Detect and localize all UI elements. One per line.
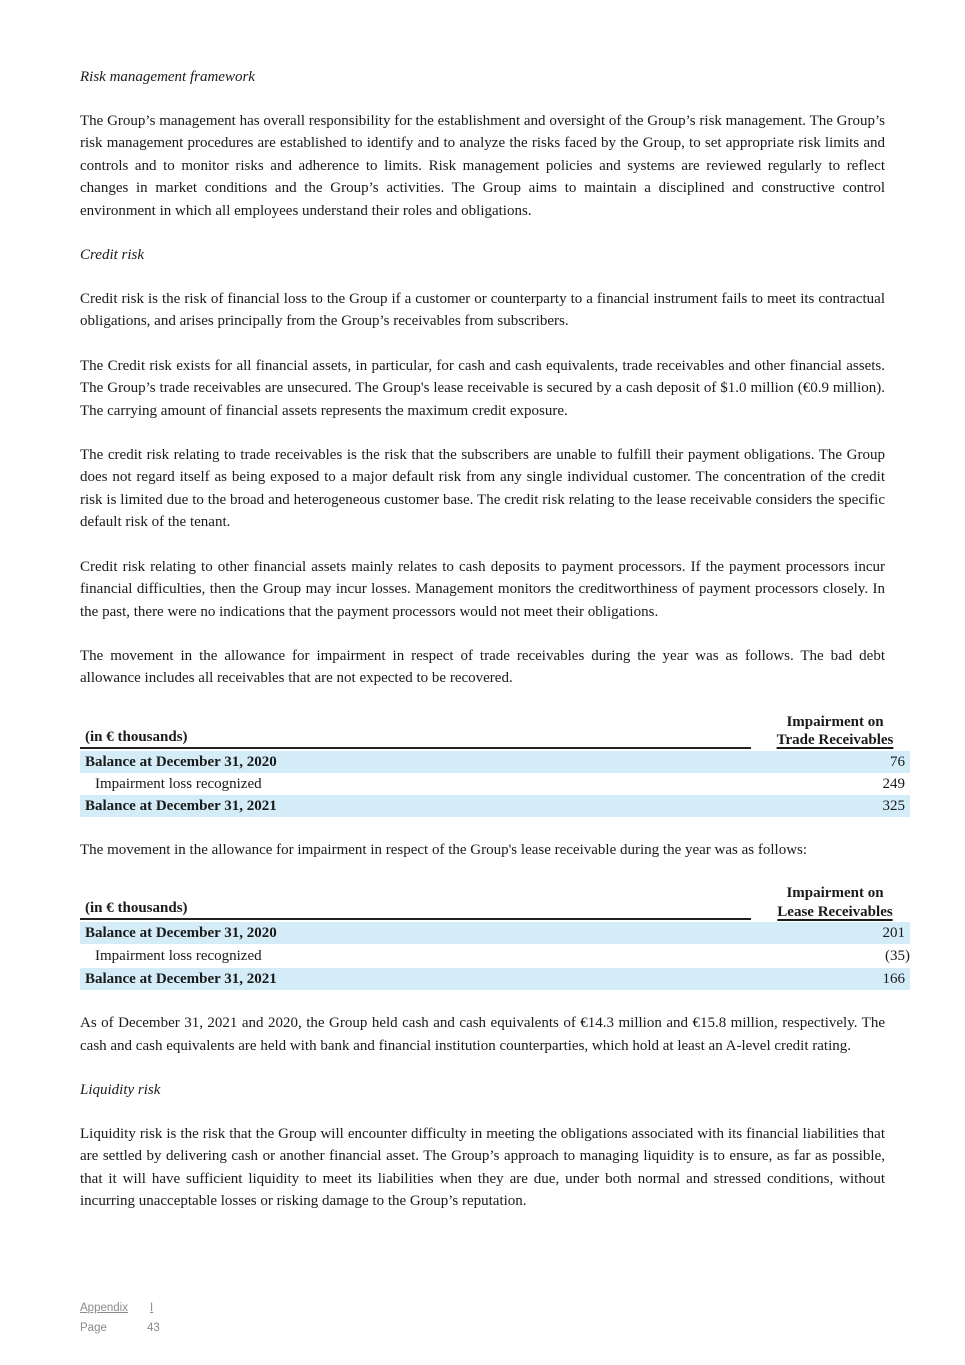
- column-header-line1: Impairment on: [786, 885, 884, 902]
- header-rule: [80, 747, 751, 749]
- row-label: Balance at December 31, 2021: [85, 797, 277, 814]
- row-label: Impairment loss recognized: [95, 775, 262, 792]
- column-header-line2: Trade Receivables: [776, 732, 894, 749]
- table-row: [80, 751, 910, 773]
- footer-section-label: Appendix: [80, 1302, 128, 1314]
- column-header: [760, 884, 910, 921]
- row-value: 166: [882, 971, 905, 988]
- row-value: 249: [882, 775, 905, 792]
- table-row: [80, 922, 910, 944]
- footer-section-value: I: [150, 1302, 154, 1314]
- row-value: 325: [882, 797, 905, 814]
- table-row: [80, 968, 910, 990]
- paragraph-movement-lease: The movement in the allowance for impairment in respect of the Group's lease receivable during the year was as follows:: [80, 841, 808, 858]
- unit-label: (in € thousands): [85, 900, 188, 917]
- table-row: [80, 773, 910, 795]
- row-label: Balance at December 31, 2021: [85, 971, 277, 988]
- table-row: [80, 795, 910, 817]
- paragraph-movement-trade: The movement in the allowance for impairment in respect of trade receivables during the year was as follows. The bad debt allowance includes all receivables that are not expected to be recovered.: [80, 647, 885, 687]
- heading-liquidity-risk: Liquidity risk: [80, 1081, 161, 1098]
- row-value: (35): [885, 948, 910, 965]
- row-label: Balance at December 31, 2020: [85, 753, 277, 770]
- unit-label: (in € thousands): [85, 728, 188, 745]
- row-value: 76: [890, 753, 905, 770]
- table-header: [80, 708, 910, 749]
- row-value: 201: [882, 925, 905, 942]
- table-row: [80, 944, 910, 968]
- row-label: Impairment loss recognized: [95, 948, 262, 965]
- footer-page-number: 43: [147, 1322, 160, 1334]
- column-header-line2: Lease Receivables: [777, 903, 893, 920]
- column-header-line1: Impairment on: [786, 713, 884, 730]
- lease-receivables-table: [80, 879, 910, 990]
- paragraph-credit-4: Credit risk relating to other financial assets mainly relates to cash deposits to payment processors. If the payment processors incur financial difficulties, then the Group may incur losses. Management monitors the creditworthiness of payment processors closely. In the past, there were no indications that the payment processors would not meet their obligations.: [80, 558, 885, 620]
- header-rule: [80, 918, 751, 920]
- paragraph-credit-2: The Credit risk exists for all financial assets, in particular, for cash and cash equivalents, trade receivables and other financial assets. The Group’s trade receivables are unsecured. The Group's lease receivable is secured by a cash deposit of $1.0 million (€0.9 million). The carrying amount of financial assets represents the maximum credit exposure.: [80, 357, 885, 419]
- document-page: [80, 66, 910, 1235]
- paragraph-liquidity: Liquidity risk is the risk that the Group will encounter difficulty in meeting the obligations associated with its financial liabilities that are settled by delivering cash or another financial asset. The Group’s approach to managing liquidity is to ensure, as far as possible, that it will have sufficient liquidity to meet its liabilities when they are due, under both normal and stressed conditions, without incurring unacceptable losses or risking damage to the Group’s reputation.: [80, 1125, 885, 1210]
- heading-credit-risk: Credit risk: [80, 247, 145, 264]
- trade-receivables-table: [80, 708, 910, 817]
- column-header: [760, 713, 910, 750]
- footer-page-label: Page: [80, 1322, 107, 1334]
- paragraph-credit-3: The credit risk relating to trade receivables is the risk that the subscribers are unable to fulfill their payment obligations. The Group does not regard itself as being exposed to a major default risk from any single individual customer. The concentration of the credit risk is limited due to the broad and heterogeneous customer base. The credit risk relating to the lease receivable considers the specific default risk of the tenant.: [80, 447, 885, 531]
- table-header: [80, 879, 910, 920]
- heading-risk-management-framework: Risk management framework: [80, 69, 255, 85]
- paragraph-cash: As of December 31, 2021 and 2020, the Group held cash and cash equivalents of €14.3 million and €15.8 million, respectively. The cash and cash equivalents are held with bank and financial institution counterparties, which hold at least an A-level credit rating.: [80, 1015, 885, 1054]
- row-label: Balance at December 31, 2020: [85, 925, 277, 942]
- paragraph-credit-1: Credit risk is the risk of financial loss to the Group if a customer or counterparty to a financial instrument fails to meet its contractual obligations, and arises principally from the Group’s receivables from subscribers.: [80, 291, 885, 330]
- paragraph-framework: The Group’s management has overall responsibility for the establishment and oversight of the Group’s risk management. The Group’s risk management procedures are established to identify and to analyze the risks faced by the Group, to set appropriate risk limits and controls and to monitor risks and adherence to limits. Risk management policies and systems are reviewed regularly to reflect changes in market conditions and the Group’s activities. The Group aims to maintain a disciplined and constructive control environment in which all employees understand their roles and obligations.: [80, 113, 885, 219]
